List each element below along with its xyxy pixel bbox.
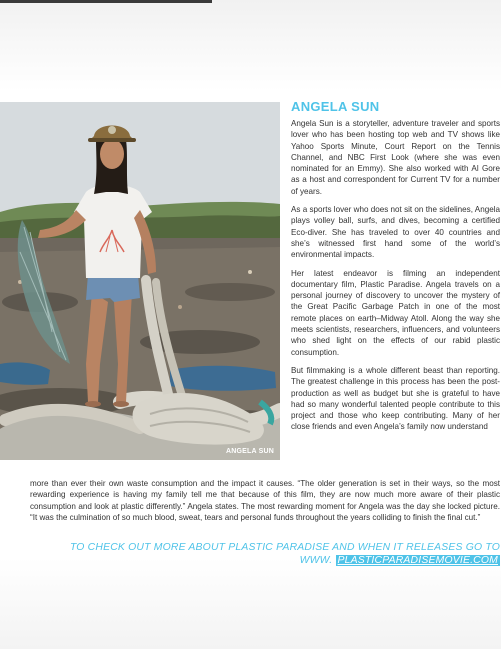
body-paragraph-continued: more than ever their own waste consumption and the impact it causes. “The older generation is set in their ways, so the most rewarding experience is having my family tell me that because of this film, they are now much more aware of their plastic consumption and look at plastic differently.” Angela states. The most rewarding moment for Angela was the day she locked picture. “It was the culmination of so much blood, sweat, tears and personal funds throughout the years colliding to finish the final cut.” bbox=[30, 479, 500, 522]
article-photo bbox=[0, 102, 280, 460]
website-link[interactable]: PLASTICPARADISEMOVIE.COM bbox=[337, 554, 498, 566]
article-title: ANGELA SUN bbox=[291, 99, 380, 114]
header-tab-bar bbox=[0, 0, 212, 3]
cta-url-prefix: WWW. bbox=[299, 554, 333, 566]
photo-credit: ANGELA SUN bbox=[225, 448, 274, 455]
cta-line: TO CHECK OUT MORE ABOUT PLASTIC PARADISE AND WHEN IT RELEASES GO TO bbox=[69, 542, 500, 553]
body-paragraph-2: As a sports lover who does not sit on the sidelines, Angela plays volley ball, surfs, and dives, becoming a certified Eco-diver. She has traveled to over 40 countries and she’s witnessed first hand some of the world’s environmental impacts. bbox=[291, 205, 500, 260]
article-column bbox=[291, 118, 500, 440]
cta-url-line bbox=[40, 555, 500, 568]
beach-scene-illustration bbox=[0, 102, 280, 460]
body-paragraph-3: Her latest endeavor is filming an independent documentary film, Plastic Paradise. Angela travels on a personal journey of discovery to uncover the mystery of the Great Pacific Garbage Patch in one of the most remote places on earth–Midway Atoll. Along the way she meets scientists, researchers, influencers, and volunteers who shed light on the effects of our rabid plastic consumption. bbox=[291, 268, 500, 357]
body-paragraph-4: But filmmaking is a whole different beast than reporting. The greatest challenge in this process has been the post- production as well as budget but she is grateful to have had so many wonderful talented people contribute to this project and those who keep contributing. Many of her close friends and even Angela’s family now understand bbox=[291, 365, 500, 432]
call-to-action bbox=[40, 542, 500, 567]
body-paragraph-1: Angela Sun is a storyteller, adventure traveler and sports lover who has been hosting top web and TV shows like Yahoo Sports Minute, Court Report on the Tennis Channel, and NBC First Look (where she was even nominated for an Emmy). She also worked with Al Gore as a host and correspondent for Current TV for a number of years. bbox=[291, 119, 500, 196]
